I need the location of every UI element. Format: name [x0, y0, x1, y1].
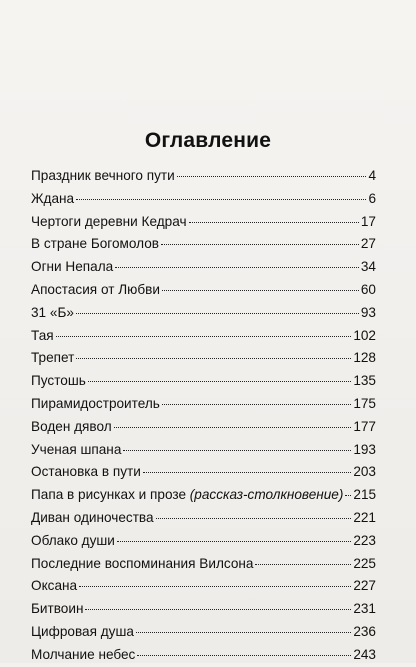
toc-entry-title: [31, 575, 77, 598]
dot-leader: [76, 313, 359, 314]
dot-leader: [177, 176, 367, 177]
toc-entry-page-number: 34: [360, 259, 376, 275]
toc-entry-title-text: Цифровая душа: [31, 623, 134, 639]
toc-entry-title: [31, 644, 135, 667]
toc-entry: [31, 439, 376, 462]
toc-entry-title: [31, 302, 74, 325]
toc-entry: [31, 530, 376, 553]
toc-entry-title-text: Молчание небес: [31, 646, 136, 662]
toc-entry: [31, 370, 376, 393]
dot-leader: [88, 381, 351, 382]
toc-entry: [31, 302, 376, 325]
toc-entry-title-text: Огни Непала: [31, 259, 114, 275]
toc-entry-page-number: 17: [360, 213, 376, 229]
toc-entry-page-number: 225: [353, 555, 376, 571]
dot-leader: [76, 199, 366, 200]
toc-entry: [31, 233, 376, 256]
toc-entry: [31, 644, 376, 667]
toc-entry: [31, 188, 376, 211]
toc-entry-title: [31, 484, 343, 507]
dot-leader: [162, 290, 359, 291]
dot-leader: [115, 267, 359, 268]
toc-entry-page-number: 223: [353, 532, 376, 548]
dot-leader: [79, 586, 351, 587]
toc-entry-page-number: 227: [353, 578, 376, 594]
toc-entry-page-number: 93: [360, 304, 376, 320]
toc-entry-title-text: Чертоги деревни Кедрач: [31, 213, 187, 229]
toc-entry-title-text: Ждана: [31, 190, 75, 206]
toc-entry-page-number: 215: [353, 487, 377, 503]
toc-entry-title: [31, 416, 112, 439]
toc-entry: [31, 461, 376, 484]
toc-entry-page-number: 175: [353, 395, 376, 411]
toc-entry-page-number: 128: [353, 350, 376, 366]
dot-leader: [162, 404, 351, 405]
toc-entry-title-text: Диван одиночества: [31, 509, 154, 525]
dot-leader: [136, 632, 351, 633]
toc-entry-title: [31, 347, 74, 370]
toc-entry-page-number: 203: [353, 464, 376, 480]
toc-entry-title-text: Оксана: [31, 578, 78, 594]
toc-entry-title: [31, 507, 154, 530]
dot-leader: [137, 655, 351, 656]
toc-entry-title: [31, 530, 115, 553]
dot-leader: [114, 427, 352, 428]
toc-entry-title: [31, 461, 141, 484]
toc-entry: [31, 325, 376, 348]
toc-entry-title-text: Пирамидостроитель: [31, 395, 160, 411]
toc-entry-title: [31, 598, 83, 621]
toc-entry-title: [31, 439, 121, 462]
dot-leader: [56, 336, 352, 337]
toc-entry-title-text: В стране Богомолов: [31, 236, 160, 252]
toc-entry-title: [31, 165, 175, 188]
toc-entry-page-number: 6: [368, 190, 376, 206]
dot-leader: [117, 541, 351, 542]
toc-entry: [31, 484, 376, 507]
table-of-contents: [31, 165, 376, 667]
toc-entry-title-text: Воден дявол: [31, 418, 112, 434]
toc-entry: [31, 211, 376, 234]
toc-entry: [31, 165, 376, 188]
toc-entry: [31, 393, 376, 416]
toc-entry-title: [31, 393, 160, 416]
toc-entry-page-number: 4: [368, 168, 376, 183]
dot-leader: [345, 495, 351, 496]
toc-entry: [31, 256, 376, 279]
toc-entry: [31, 598, 376, 621]
toc-entry-title: [31, 553, 253, 576]
toc-entry-note: (рассказ-столкновение): [189, 487, 344, 503]
dot-leader: [123, 450, 351, 451]
toc-entry: [31, 621, 376, 644]
toc-entry-title-text: Тая: [31, 327, 54, 343]
toc-entry-page-number: 135: [353, 373, 376, 389]
toc-entry: [31, 347, 376, 370]
toc-entry-title: [31, 325, 54, 348]
toc-entry-title: [31, 370, 86, 393]
toc-entry-title-text: Праздник вечного пути: [31, 168, 175, 183]
page-title: Оглавление: [144, 129, 272, 152]
toc-entry-title-text: Апостасия от Любви: [31, 281, 160, 297]
toc-entry-title: [31, 188, 74, 211]
toc-entry-title: [31, 621, 134, 644]
dot-leader: [161, 244, 359, 245]
dot-leader: [255, 564, 351, 565]
toc-entry-title-text: Папа в рисунках и прозе: [31, 487, 190, 503]
toc-entry-page-number: 243: [353, 646, 376, 662]
toc-entry-title: [31, 256, 113, 279]
toc-entry-page-number: 27: [360, 236, 376, 252]
toc-entry-page-number: 177: [353, 418, 376, 434]
toc-entry-title-text: Ученая шпана: [31, 441, 122, 457]
toc-entry-title-text: Остановка в пути: [31, 464, 141, 480]
toc-entry-page-number: 193: [353, 441, 376, 457]
toc-entry: [31, 279, 376, 302]
toc-entry-title: [31, 233, 159, 256]
toc-entry-title-text: Облако души: [31, 532, 115, 548]
dot-leader: [143, 472, 351, 473]
toc-entry-title-text: Битвоин: [31, 601, 84, 617]
toc-entry-title-text: Трепет: [31, 350, 75, 366]
toc-entry-title: [31, 211, 187, 234]
toc-entry: [31, 507, 376, 530]
toc-entry: [31, 416, 376, 439]
toc-entry-page-number: 231: [353, 601, 376, 617]
toc-entry-page-number: 60: [360, 281, 376, 297]
toc-entry-title-text: 31 «Б»: [31, 304, 74, 320]
toc-entry: [31, 553, 376, 576]
dot-leader: [85, 609, 351, 610]
toc-entry-title-text: Пустошь: [31, 373, 86, 389]
dot-leader: [76, 358, 351, 359]
toc-entry-page-number: 236: [353, 623, 376, 639]
dot-leader: [189, 222, 359, 223]
toc-entry-page-number: 102: [353, 327, 376, 343]
toc-entry: [31, 575, 376, 598]
toc-entry-page-number: 221: [353, 509, 376, 525]
dot-leader: [156, 518, 352, 519]
toc-entry-title: [31, 279, 160, 302]
toc-entry-title-text: Последние воспоминания Вилсона: [31, 555, 254, 571]
